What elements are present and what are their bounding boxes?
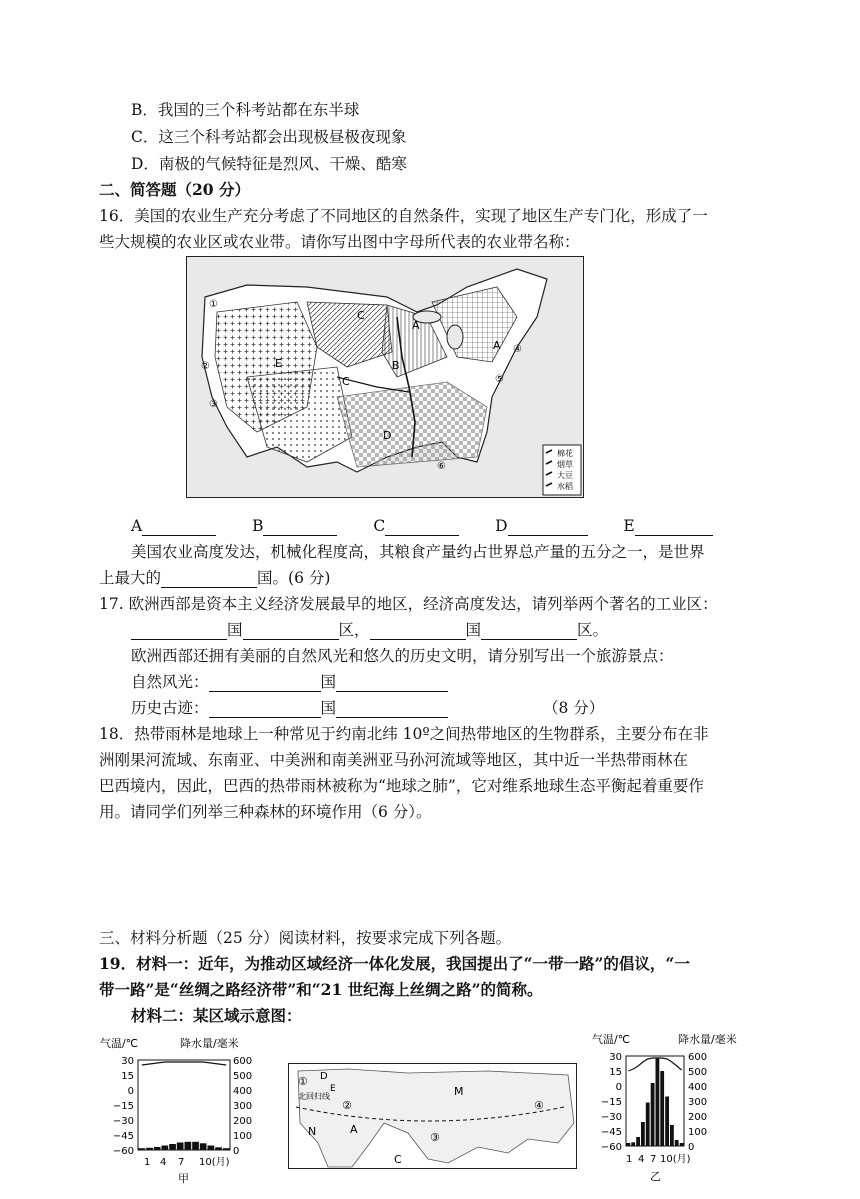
jia-precip-tick: 500: [233, 1071, 253, 1082]
jia-precip-bar: [146, 1148, 153, 1150]
jia-name: 甲: [178, 1172, 189, 1185]
map-number-1: ①: [209, 299, 218, 310]
jia-temp-line: [142, 1062, 226, 1065]
region-label-3: ③: [430, 1131, 440, 1144]
yi-temp-tick: 15: [609, 1067, 622, 1078]
yi-precip-bar: [646, 1103, 650, 1147]
yi-precip-label: 降水量/毫米: [678, 1033, 737, 1046]
yi-temp-tick: 0: [615, 1082, 622, 1093]
q17-guo-3: 国: [320, 673, 337, 691]
q15-option-b: B．我国的三个科考站都在东半球: [131, 101, 360, 119]
q15-option-d: D．南极的气候特征是烈风、干燥、酷寒: [131, 155, 407, 173]
blank-a-label: A: [131, 517, 143, 535]
map-number-6: ⑥: [437, 461, 446, 472]
blank-industry-region-2[interactable]: [481, 623, 577, 640]
q17-guo-1: 国: [227, 621, 243, 639]
q16-text-1: 16．美国的农业生产充分考虑了不同地区的自然条件，实现了地区生产专门化，形成了一: [99, 207, 708, 225]
jia-precip-tick: 300: [233, 1101, 253, 1112]
map-number-2: ②: [201, 361, 210, 372]
region-label-a: A: [350, 1123, 358, 1136]
yi-precip-bar: [631, 1142, 635, 1146]
yi-precip-bar: [636, 1137, 640, 1146]
jia-temp-tick: −45: [112, 1131, 134, 1142]
q17-nature-line: [131, 672, 448, 692]
yi-precip-tick: 600: [688, 1052, 708, 1063]
q17-text-3: 欧洲西部还拥有美丽的自然风光和悠久的历史文明，请分别写出一个旅游景点：: [131, 647, 674, 665]
blank-history-spot[interactable]: [336, 701, 448, 718]
jia-plot-area: [138, 1060, 230, 1150]
jia-precip-bar: [223, 1148, 230, 1150]
yi-precip-bar: [665, 1097, 669, 1147]
yi-precip-ticks: [688, 1052, 707, 1153]
jia-temp-tick: −15: [112, 1101, 134, 1112]
map-label-e: E: [275, 357, 282, 370]
jia-temp-tick: −60: [112, 1146, 134, 1157]
region-label-n: N: [308, 1125, 317, 1138]
jia-temp-tick: 0: [127, 1086, 134, 1097]
yi-precip-tick: 200: [688, 1112, 708, 1123]
region-label-4: ④: [534, 1099, 544, 1112]
yi-month: 4: [638, 1154, 645, 1165]
jia-precip-label: 降水量/毫米: [180, 1037, 239, 1050]
yi-temp-line: [628, 1058, 681, 1071]
yi-precip-bar: [627, 1143, 631, 1146]
legend-tobacco: 烟草: [557, 460, 573, 469]
jia-precip-bar: [162, 1146, 169, 1151]
q17-score: （8 分）: [542, 699, 605, 717]
blank-largest-country[interactable]: [161, 571, 257, 588]
blank-c-label: C: [373, 517, 386, 535]
blank-b-label: B: [252, 517, 264, 535]
q15-option-c: C．这三个科考站都会出现极昼极夜现象: [131, 128, 407, 146]
jia-temp-label: 气温/℃: [100, 1037, 139, 1050]
jia-precip-tick: 100: [233, 1131, 253, 1142]
q17-history-line: [131, 698, 604, 718]
map-label-a2: A: [493, 339, 501, 352]
yi-name: 乙: [650, 1170, 661, 1183]
jia-temp-tick: 15: [121, 1071, 134, 1082]
map-label-b: B: [392, 359, 400, 372]
yi-precip-tick: 500: [688, 1067, 708, 1078]
blank-c[interactable]: [385, 519, 459, 536]
q19-material1-1: 19．材料一：近年，为推动区域经济一体化发展，我国提出了“一带一路”的倡议，“一: [99, 954, 690, 973]
jia-month: 1: [144, 1157, 151, 1168]
yi-precip-bar: [670, 1125, 674, 1146]
jia-precip-bar: [139, 1148, 146, 1150]
yi-month: 1: [626, 1154, 633, 1165]
jia-precip-bar: [208, 1146, 215, 1151]
legend-soybean: 大豆: [557, 471, 573, 480]
q17-text-1: 17. 欧洲西部是资本主义经济发展最早的地区，经济高度发达，请列举两个著名的工业区：: [99, 595, 718, 613]
yi-precip-tick: 300: [688, 1097, 708, 1108]
q18-text-2: 洲刚果河流域、东南亚、中美洲和南美洲亚马孙河流域等地区，其中近一半热带雨林在: [99, 751, 689, 769]
jia-month: 7: [178, 1157, 185, 1168]
yi-precip-tick: 100: [688, 1127, 708, 1138]
blank-b[interactable]: [263, 519, 337, 536]
jia-month: 10(月): [199, 1157, 230, 1168]
legend-rice: 水稻: [557, 482, 573, 491]
region-label-2: ②: [342, 1099, 352, 1112]
map-number-4: ④: [513, 344, 522, 355]
blank-d[interactable]: [508, 519, 588, 536]
jia-precip-tick: 400: [233, 1086, 253, 1097]
yi-precip-bar: [641, 1122, 645, 1146]
climate-chart-jia: [100, 1036, 270, 1196]
yi-precip-bar: [651, 1083, 655, 1146]
blank-nature-country[interactable]: [209, 675, 321, 692]
region-label-d: D: [320, 1071, 328, 1082]
yi-month: 7: [650, 1154, 657, 1165]
jia-precip-tick: 0: [233, 1146, 240, 1157]
yi-month: 10(月): [660, 1154, 691, 1165]
section2-title: 二、简答题（20 分）: [99, 180, 250, 199]
blank-e[interactable]: [635, 519, 713, 536]
jia-precip-bar: [169, 1144, 176, 1150]
yi-precip-bar: [675, 1140, 679, 1146]
yi-precip-tick: 0: [688, 1142, 695, 1153]
q18-text-4: 用。请同学们列举三种森林的环境作用（6 分）。: [99, 803, 432, 821]
q19-material2: 材料二：某区域示意图：: [131, 1006, 302, 1025]
blank-a[interactable]: [142, 519, 216, 536]
jia-month: 4: [160, 1157, 167, 1168]
q16-para-2: [99, 568, 330, 588]
region-label-1: ①: [298, 1075, 308, 1088]
q17-qu-2: 区。: [577, 621, 609, 639]
jia-temp-tick: 30: [121, 1056, 134, 1067]
q16-text-2: 些大规模的农业区或农业带。请你写出图中字母所代表的农业带名称：: [99, 233, 580, 251]
yi-precip-bar: [656, 1058, 660, 1147]
usa-agriculture-map: [186, 256, 584, 498]
yi-temp-tick: −30: [600, 1112, 622, 1123]
q17-industry-line: [131, 620, 608, 640]
map-number-3: ③: [209, 399, 218, 410]
jia-precip-ticks: [233, 1056, 252, 1157]
map-label-d: D: [383, 429, 392, 442]
region-label-m: M: [454, 1085, 464, 1098]
blank-industry-country-1[interactable]: [131, 623, 227, 640]
yi-temp-tick: −60: [600, 1142, 622, 1153]
yi-plot-area: [626, 1056, 684, 1146]
region-label-c: C: [394, 1153, 402, 1166]
jia-precip-bar: [200, 1143, 207, 1150]
yi-temp-tick: −15: [600, 1097, 622, 1108]
blank-nature-spot[interactable]: [336, 675, 448, 692]
jia-precip-bar: [154, 1147, 161, 1150]
section3-title: 三、材料分析题（25 分）阅读材料，按要求完成下列各题。: [99, 929, 512, 947]
jia-precip-bar: [177, 1143, 184, 1151]
jia-temp-ticks: [113, 1056, 134, 1157]
map-label-a1: A: [412, 319, 420, 332]
jia-temp-tick: −30: [112, 1116, 134, 1127]
climate-chart-yi: [592, 1032, 762, 1196]
blank-d-label: D: [495, 517, 508, 535]
q17-history-label: 历史古迹：: [131, 699, 209, 717]
jia-precip-tick: 200: [233, 1116, 253, 1127]
map-label-c2: C: [342, 375, 350, 388]
yi-precip-bar: [660, 1071, 664, 1146]
yi-temp-label: 气温/℃: [592, 1033, 631, 1046]
q16-para-2-pre: 上最大的: [99, 569, 162, 587]
yi-temp-tick: 30: [609, 1052, 622, 1063]
jia-precip-bar: [192, 1142, 199, 1150]
blank-industry-country-2[interactable]: [370, 623, 466, 640]
q17-qu-1: 区，: [338, 621, 370, 639]
q17-guo-2: 国: [465, 621, 482, 639]
jia-precip-bar: [185, 1142, 192, 1150]
map-number-5: ⑤: [495, 374, 504, 385]
q19-material1-2: 带一路”是“丝绸之路经济带”和“21 世纪海上丝绸之路”的简称。: [99, 980, 543, 999]
q16-para-2-post: 国。(6 分): [257, 569, 331, 587]
q18-text-3: 巴西境内，因此，巴西的热带雨林被称为“地球之肺”，它对维系地球生态平衡起着重要作: [99, 777, 704, 795]
yi-temp-ticks: [601, 1052, 622, 1153]
q16-blanks: [131, 516, 713, 536]
yi-temp-tick: −45: [600, 1127, 622, 1138]
map-label-c1: C: [357, 309, 365, 322]
jia-precip-tick: 600: [233, 1056, 253, 1067]
region-label-e: E: [330, 1084, 336, 1094]
jia-precip-bar: [215, 1147, 222, 1150]
q17-nature-label: 自然风光：: [131, 673, 209, 691]
region-map: [288, 1063, 577, 1169]
blank-history-country[interactable]: [209, 701, 321, 718]
legend-cotton: 棉花: [557, 449, 573, 458]
tropic-label: 北回归线: [298, 1092, 330, 1101]
blank-industry-region-1[interactable]: [243, 623, 339, 640]
yi-precip-tick: 400: [688, 1082, 708, 1093]
q17-guo-4: 国: [320, 699, 337, 717]
q16-para-1: 美国农业高度发达，机械化程度高，其粮食产量约占世界总产量的五分之一，是世界: [131, 543, 705, 561]
yi-precip-bar: [680, 1143, 684, 1146]
blank-e-label: E: [623, 517, 635, 535]
q18-text-1: 18．热带雨林是地球上一种常见于约南北纬 10º之间热带地区的生物群系，主要分布在非: [99, 725, 709, 743]
